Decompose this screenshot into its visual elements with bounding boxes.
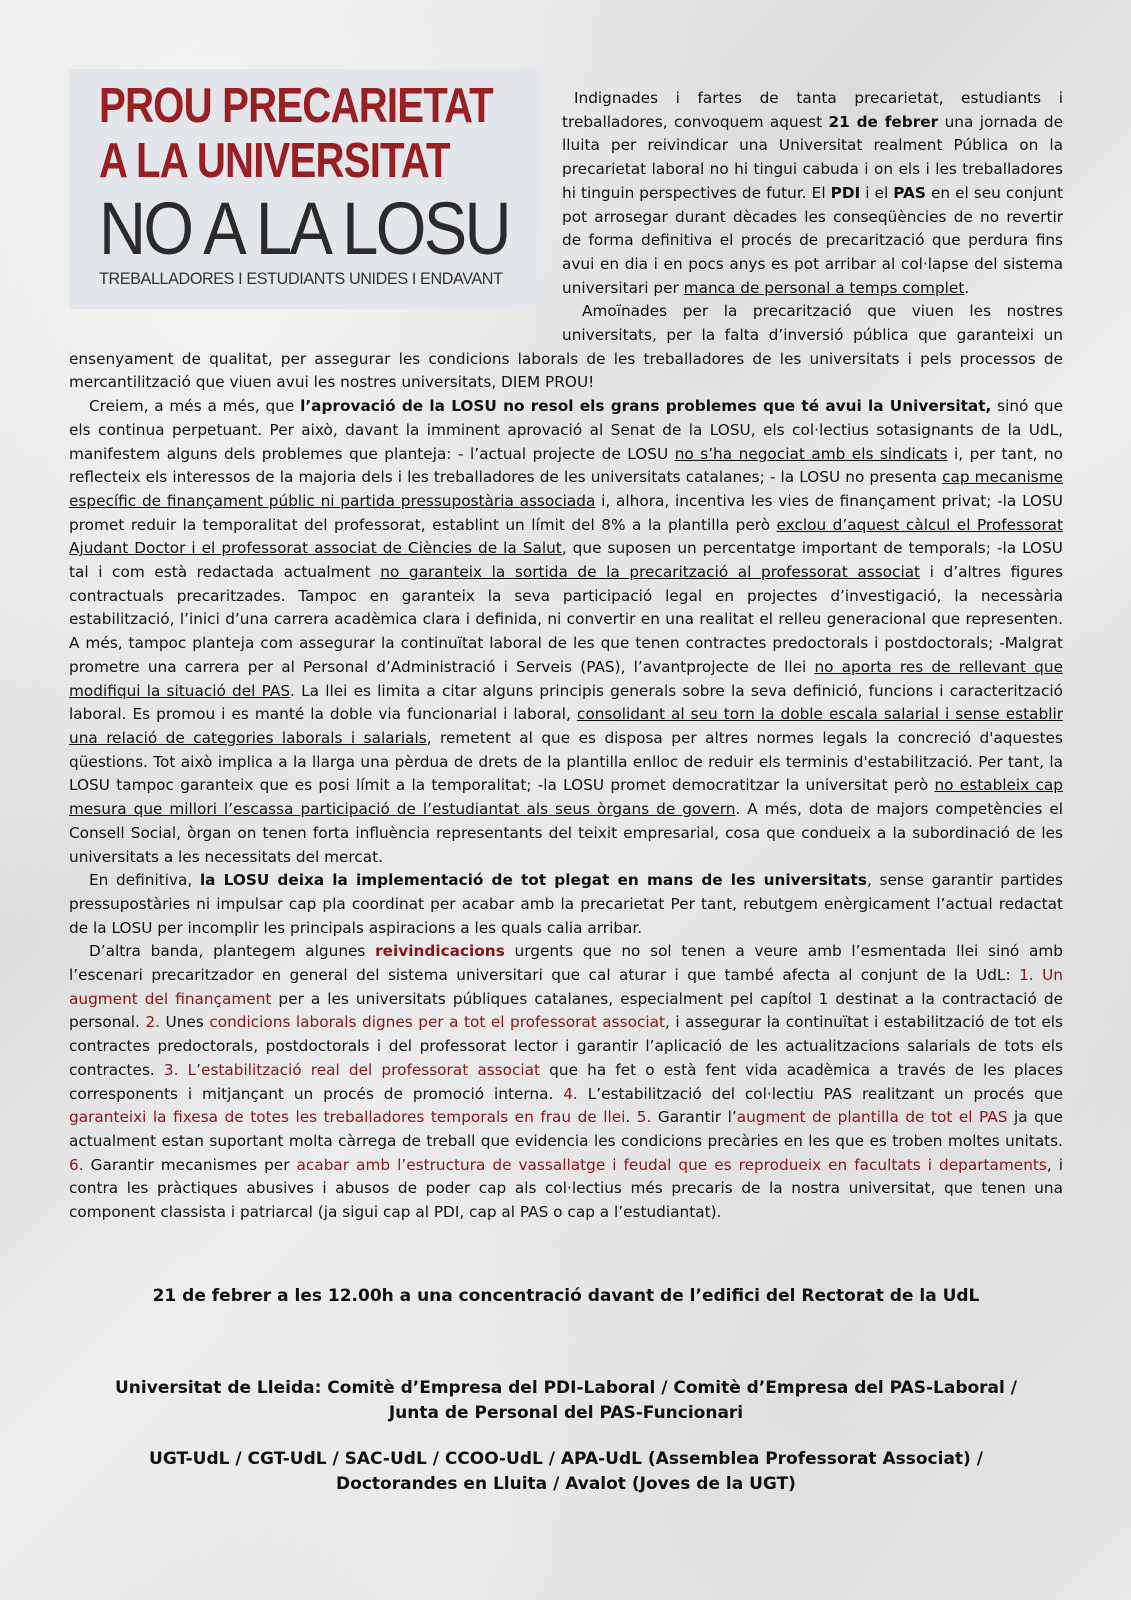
paragraph-diem-prou: Amoïnades per la precarització que viuen les nostres universitats, per la falta d’inversió pública que garanteixi un ensenyament de qualitat, per assegurar les condicions laborals de les treballadores de les universitats i pels processos de mercantilització que viuen avui les nostres universitats, DIEM PROU! xyxy=(69,302,1063,392)
paragraph-conclusion: En definitiva, la LOSU deixa la implementació de tot plegat en mans de les universitats, sense garantir partides pressupostàries ni impulsar cap pla coordinat per acabar amb la precarietat Per tant, rebutgem enèrgicament l’actual redactat de la LOSU per incomplir les principals aspiracions a les quals calia arribar. xyxy=(69,871,1063,937)
paragraph-demands: D’altra banda, plantegem algunes reivindicacions urgents que no sol tenen a veure amb l’esmentada llei sinó amb l’escenari precaritzador en general del sistema universitari que cal aturar i que també afecta al conjunt de la UdL: 1. Un augment del finançament per a les universitats públiques catalanes, especialment pel capítol 1 destinat a la contractació de personal. 2. Unes condicions laborals dignes per a tot el professorat associat, i assegurar la continuïtat i estabilització de tot els contractes predoctorals, postdoctorals i del professorat lector i garantir l’aplicació de les actualitzacions salarials de tots els contractes. 3. L’estabilització real del professorat associat que ha fet o està fent vida acadèmica a través de les places corresponents i mitjançant un procés de promoció interna. 4. L’estabilització del col·lectiu PAS realitzant un procés que garanteixi la fixesa de totes les treballadores temporals en frau de llei. 5. Garantir l’augment de plantilla de tot el PAS ja que actualment estan suportant molta càrrega de treball que evidencia les condicions precàries en les que es troben moltes unitats. 6. Garantir mecanismes per acabar amb l’estructura de vassallatge i feudal que es reprodueix en facultats i departaments, i contra les pràctiques abusives i abusos de poder cap als col·lectius més precaris de la nostra universitat, que tenen una component classista i patriarcal (ja sigui cap al PDI, cap al PAS o cap a l’estudiantat). xyxy=(69,942,1064,1222)
banner-headline-3: NO A LA LOSU xyxy=(99,187,509,270)
paragraph-intro: Indignades i fartes de tanta precarietat, estudiants i treballadores, convoquem aquest 21 de febrer una jornada de lluita per reivindicar una Universitat realment Pública on la precarietat laboral no hi tingui cabuda i on els i les treballadores hi tinguin perspectives de futur. El PDI i el PAS en el seu conjunt pot arrosegar durant dècades les conseqüències de no revertir de forma definitiva el procés de precarització que perdura fins avui en dia i en pocs anys es pot arribar al col·lapse del sistema universitari per manca de personal a temps complet. xyxy=(562,89,1064,297)
signatories-institutional-line-1: Universitat de Lleida: Comitè d’Empresa del PDI-Laboral / Comitè d’Empresa del PAS-Laboral / xyxy=(115,1378,1017,1398)
signatories-institutional xyxy=(69,1376,1063,1426)
banner-spacer xyxy=(69,87,562,330)
event-date-line: 21 de febrer a les 12.00h a una concentració davant de l’edifici del Rectorat de la UdL xyxy=(152,1286,980,1306)
banner-headline-1: PROU PRECARIETAT xyxy=(99,79,493,133)
signatories-unions-line-1: UGT-UdL / CGT-UdL / SAC-UdL / CCOO-UdL / APA-UdL (Assemblea Professorat Associat) / xyxy=(149,1449,983,1469)
signatories-unions-line-2: Doctorandes en Lluita / Avalot (Joves de la UGT) xyxy=(336,1474,796,1494)
paragraph-losu-problems: Creiem, a més a més, que l’aprovació de la LOSU no resol els grans problemes que té avui la Universitat, sinó que els continua perpetuant. Per això, davant la imminent aprovació al Senat de la LOSU, els col·lectius sotasignants de la UdL, manifestem alguns dels problemes que planteja: - l’actual projecte de LOSU no s’ha negociat amb els sindicats i, per tant, no reflecteix els interessos de la majoria dels i les treballadores de les universitats catalanes; - la LOSU no presenta cap mecanisme específic de finançament públic ni partida pressupostària associada i, alhora, incentiva les vies de finançament privat; -la LOSU promet reduir la temporalitat del professorat, establint un límit del 8% a la plantilla però exclou d’aquest càlcul el Professorat Ajudant Doctor i el professorat associat de Ciències de la Salut, que suposen un percentatge important de temporals; -la LOSU tal i com està redactada actualment no garanteix la sortida de la precarització al professorat associat i d’altres figures contractuals precaritzades. Tampoc en garanteix la seva participació legal en projectes d’investigació, la necessària estabilització, l’inici d’una carrera acadèmica clara i definida, ni convertir en una realitat el relleu generacional que representen. A més, tampoc planteja com assegurar la continuïtat laboral de les que tenen contractes predoctorals i postdoctorals; -Malgrat prometre una carrera per al Personal d’Administració i Serveis (PAS), l’avantprojecte de llei no aporta res de rellevant que modifiqui la situació del PAS. La llei es limita a citar alguns principis generals sobre la seva definició, funcions i caracterització laboral. Es promou i es manté la doble via funcionarial i laboral, consolidant al seu torn la doble escala salarial i sense establir una relació de categories laborals i salarials, remetent al que es disposa per altres normes legals la concreció d'aquestes qüestions. Tot això implica a la llarga una pèrdua de drets de la plantilla enlloc de reduir els terminis d'estabilització. Per tant, la LOSU tampoc garanteix que es posi límit a la temporalitat; -la LOSU promet democratitzar la universitat però no estableix cap mesura que millori l’escassa participació de l’estudiantat als seus òrgans de govern. A més, dota de majors competències el Consell Social, òrgan on tenen forta influència representants del teixit empresarial, cosa que condueix a la subordinació de les universitats a les necessitats del mercat. xyxy=(69,397,1064,866)
signatories-institutional-line-2: Junta de Personal del PAS-Funcionari xyxy=(388,1403,744,1423)
manifesto-body xyxy=(69,87,1063,1225)
banner-headline-2: A LA UNIVERSITAT xyxy=(99,134,450,188)
banner-tagline: TREBALLADORES I ESTUDIANTS UNIDES I ENDAVANT xyxy=(99,269,503,288)
signatories-unions xyxy=(69,1447,1063,1497)
